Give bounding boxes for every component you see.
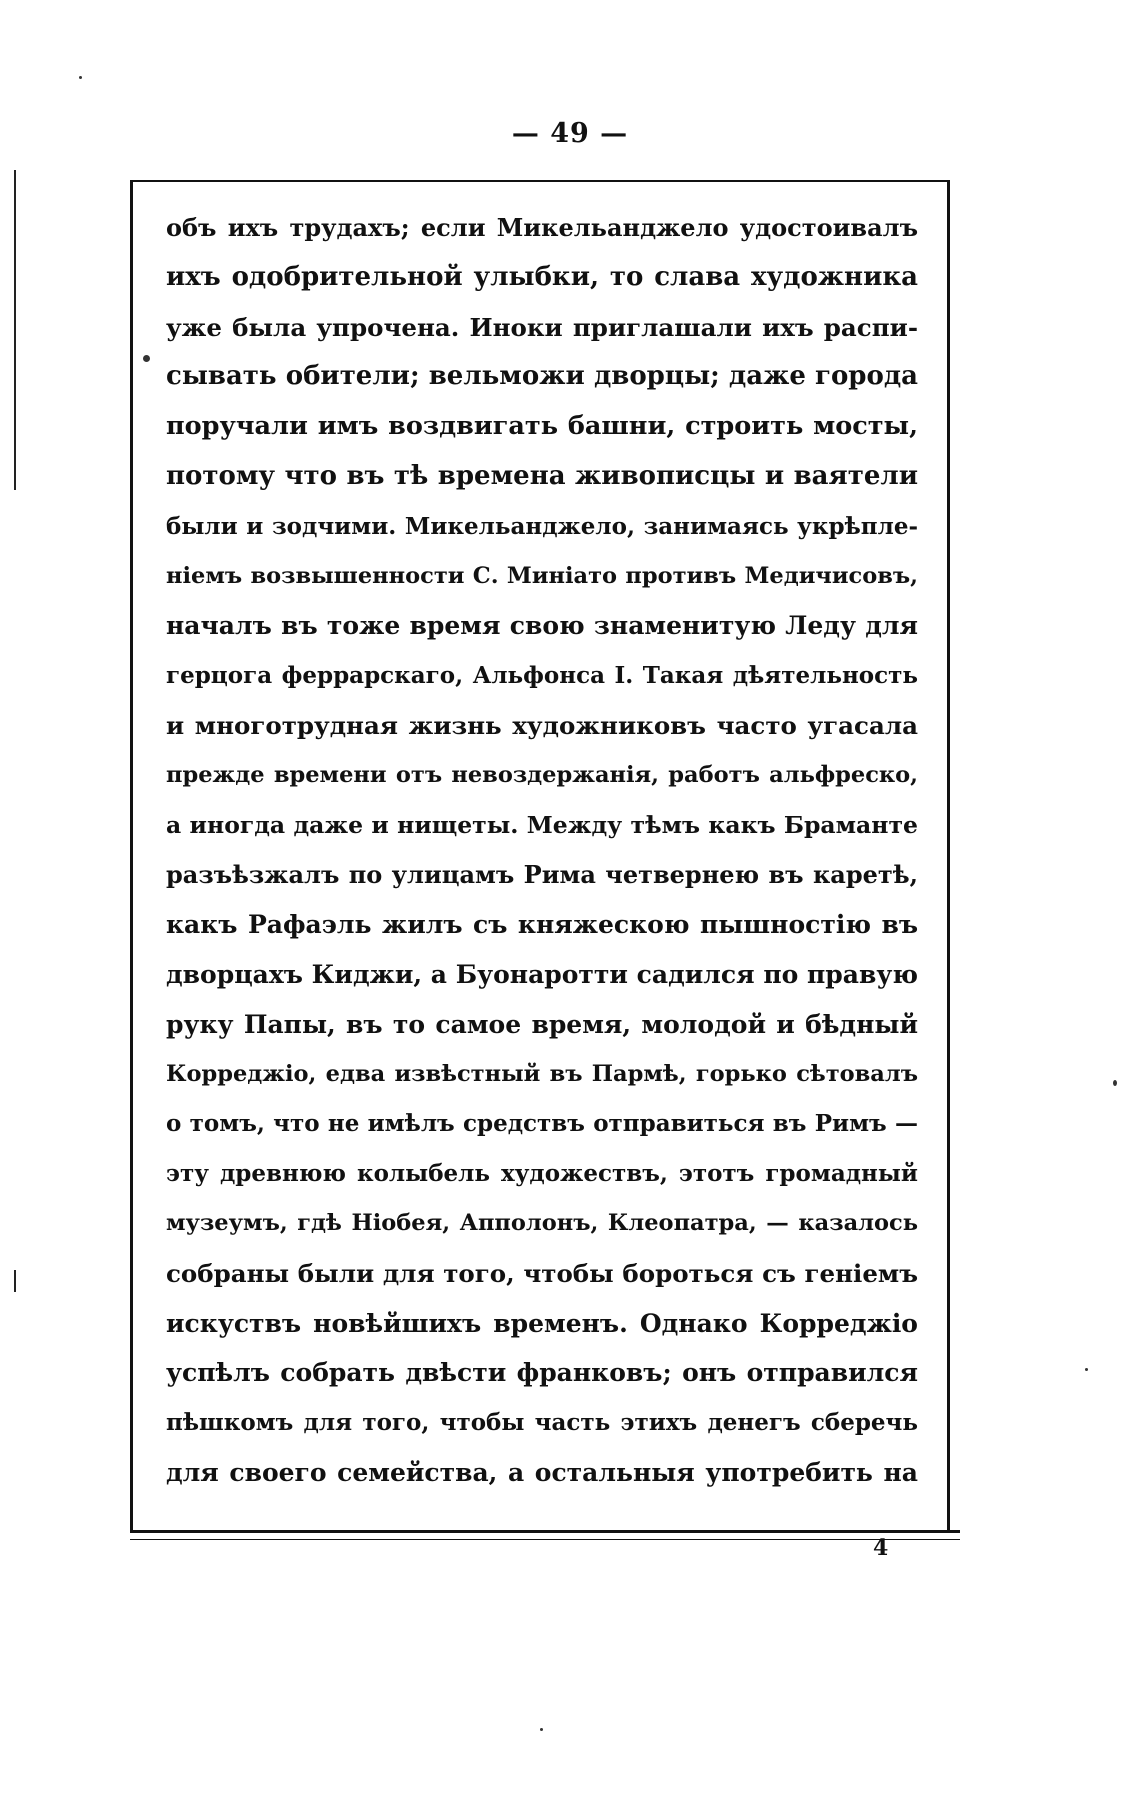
body-text: [166, 203, 918, 1498]
page-number: — 49 —: [511, 118, 629, 149]
ink-speck: [143, 355, 150, 362]
text-line: успѣлъ собрать двѣсти франковъ; онъ отправился: [166, 1358, 918, 1388]
text-line: собраны были для того, чтобы бороться съ геніемъ: [166, 1258, 918, 1288]
text-line: а иногда даже и нищеты. Между тѣмъ какъ Браманте: [166, 810, 918, 839]
frame-bottom-rule-thin: [130, 1539, 960, 1540]
frame-bottom-rule: [130, 1530, 960, 1533]
left-margin-line: [14, 170, 16, 490]
left-margin-line-lower: [14, 1270, 16, 1292]
text-line: уже была упрочена. Иноки приглашали ихъ распи-: [166, 312, 918, 342]
ink-speck: [1085, 1368, 1088, 1371]
ink-speck: [1113, 1080, 1117, 1086]
text-line: для своего семейства, а остальныя употребить на: [166, 1457, 918, 1487]
text-line: началъ въ тоже время свою знаменитую Леду для: [166, 611, 918, 641]
text-line: разъѣзжалъ по улицамъ Рима четвернею въ каретѣ,: [166, 860, 918, 890]
text-line: искуствъ новѣйшихъ временъ. Однако Корреджіо: [166, 1308, 918, 1338]
text-line: о томъ, что не имѣлъ средствъ отправиться въ Римъ —: [166, 1110, 918, 1138]
text-line: были и зодчими. Микельанджело, занимаясь укрѣпле-: [166, 512, 918, 540]
text-line: поручали имъ воздвигать башни, строить мосты,: [166, 411, 918, 442]
text-line: и многотрудная жизнь художниковъ часто угасала: [166, 710, 918, 740]
text-line: ихъ одобрительной улыбки, то слава художника: [166, 261, 918, 292]
text-line: потому что въ тѣ времена живописцы и ваятели: [166, 460, 918, 491]
text-line: музеумъ, гдѣ Ніобея, Апполонъ, Клеопатра, — казалось: [166, 1209, 918, 1236]
text-line: герцога феррарскаго, Альфонса I. Такая дѣятельность: [166, 662, 918, 690]
text-line: сывать обители; вельможи дворцы; даже города: [166, 361, 918, 392]
text-line: какъ Рафаэль жилъ съ княжескою пышностію въ: [166, 910, 918, 940]
text-line: ніемъ возвышенности С. Миніато противъ Медичисовъ,: [166, 562, 918, 589]
text-line: дворцахъ Киджи, а Буонаротти садился по правую: [166, 959, 918, 989]
ink-speck: [79, 76, 82, 79]
text-line: объ ихъ трудахъ; если Микельанджело удостоивалъ: [166, 213, 918, 242]
ink-speck: [540, 1728, 543, 1731]
text-line: руку Папы, въ то самое время, молодой и бѣдный: [166, 1009, 918, 1039]
text-line: Корреджіо, едва извѣстный въ Пармѣ, горько сѣтовалъ: [166, 1060, 918, 1087]
text-line: пѣшкомъ для того, чтобы часть этихъ денегъ сберечь: [166, 1409, 918, 1437]
text-line: прежде времени отъ невоздержанія, работъ альфреско,: [166, 761, 918, 788]
text-line: эту древнюю колыбель художествъ, этотъ громадный: [166, 1160, 918, 1188]
signature-mark: 4: [873, 1535, 889, 1561]
